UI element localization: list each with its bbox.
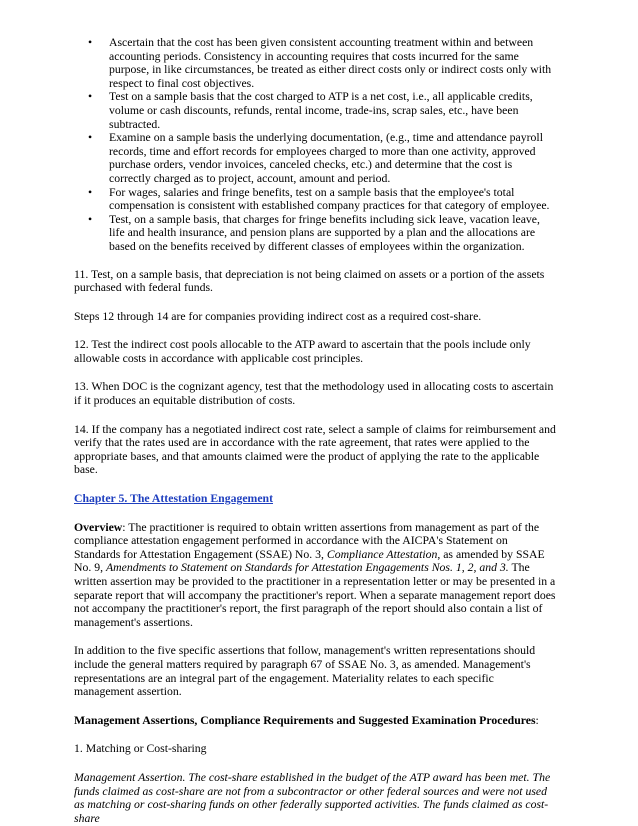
overview-text: , as amended by SSAE No. 9, xyxy=(74,547,545,575)
bullet-icon: • xyxy=(88,131,93,145)
step-12-paragraph: 12. Test the indirect cost pools allocable to the ATP award to ascertain that the pools include only allowable costs in accordance with applicable cost principles. xyxy=(74,338,531,365)
addition-paragraph: In addition to the five specific assertions that follow, management's written representations should include the general matters required by paragraph 67 of SSAE No. 3, as amended. Management's representations are an integral part of the engagement. Materiality relates to each specific management assertion. xyxy=(74,644,536,699)
bullet-icon: • xyxy=(88,185,93,199)
chapter-heading xyxy=(74,492,556,506)
bullet-text: Test, on a sample basis, that charges for fringe benefits including sick leave, vacation leave, life and health insurance, and pension plans are supported by a plan and the allocations are based on the benefits received by different classes of employees within the organization. xyxy=(109,212,540,253)
overview-italic-title: Compliance Attestation xyxy=(326,547,438,561)
procedure-bullet-list xyxy=(74,36,556,254)
document-page xyxy=(74,36,556,825)
assertions-heading xyxy=(74,714,556,728)
steps-note-paragraph: Steps 12 through 14 are for companies providing indirect cost as a required cost-share. xyxy=(74,309,482,323)
chapter-5-link[interactable]: Chapter 5. The Attestation Engagement xyxy=(74,492,273,506)
bullet-text: Examine on a sample basis the underlying documentation, (e.g., time and attendance payroll records, time and effort records for employees charged to more than one activity, approved purchase orders, vendor invoices, canceled checks, etc.) and determine that the cost is correctly charged as to project, account, amount and period. xyxy=(109,131,543,185)
assertions-heading-text: Management Assertions, Compliance Requirements and Suggested Examination Procedures xyxy=(74,713,536,727)
overview-text: The written assertion may be provided to the practitioner in a representation letter or may be presented in a separate report that will accompany the practitioner's report. When a separate management report does not accompany the practitioner's report, the first paragraph of the report should also contain a list of management's assertions. xyxy=(74,561,556,629)
bullet-text: Test on a sample basis that the cost charged to ATP is a net cost, i.e., all applicable credits, volume or cash discounts, refunds, rental income, trade-ins, scrap sales, etc., have been subtracted. xyxy=(109,90,533,131)
overview-paragraph xyxy=(74,521,556,630)
assertions-heading-colon: : xyxy=(535,713,539,727)
step-13-paragraph: 13. When DOC is the cognizant agency, test that the methodology used in allocating costs to ascertain if it produces an equitable distribution of costs. xyxy=(74,380,554,408)
overview-text: : The practitioner is required to obtain written assertions from management as part of the compliance attestation engagement performed in accordance with the AICPA's Statement on Standards for Attestation Engagement (SSAE) No. 3, xyxy=(74,520,540,561)
bullet-text: For wages, salaries and fringe benefits, test on a sample basis that the employee's total compensation is consistent with established company practices for that category of employee. xyxy=(109,185,550,213)
bullet-icon: • xyxy=(88,36,93,49)
bullet-item xyxy=(74,90,556,131)
management-assertion-paragraph: Management Assertion. The cost-share established in the budget of the ATP award has been met. The funds claimed as cost-share are not from a subcontractor or other federal sources and were not used as matching or cost-sharing funds on other federally supported activities. The funds claimed as cost-share xyxy=(74,770,551,825)
step-11-paragraph: 11. Test, on a sample basis, that depreciation is not being claimed on assets or a portion of the assets purchased with federal funds. xyxy=(74,267,545,295)
bullet-item xyxy=(74,131,556,185)
bullet-item xyxy=(74,213,556,254)
bullet-item xyxy=(74,36,556,90)
overview-italic-title: Amendments to Statement on Standards for Attestation Engagements Nos. 1, 2, and 3. xyxy=(106,561,509,575)
bullet-icon: • xyxy=(88,90,93,104)
overview-label: Overview xyxy=(74,520,123,534)
step-14-paragraph: 14. If the company has a negotiated indirect cost rate, select a sample of claims for reimbursement and verify that the rates used are in accordance with the rate agreement, that rates were applied to the appropriate bases, and that amounts claimed were the product of applying the rate to the applicable base. xyxy=(74,422,556,477)
bullet-text: Ascertain that the cost has been given consistent accounting treatment within and between accounting periods. Consistency in accounting requires that costs incurred for the same purpose, in like circumstances, be treated as either direct costs only or indirect costs only with respect to final cost objectives. xyxy=(109,36,552,90)
bullet-icon: • xyxy=(88,212,93,226)
matching-heading: 1. Matching or Cost-sharing xyxy=(74,742,207,756)
bullet-item xyxy=(74,186,556,213)
